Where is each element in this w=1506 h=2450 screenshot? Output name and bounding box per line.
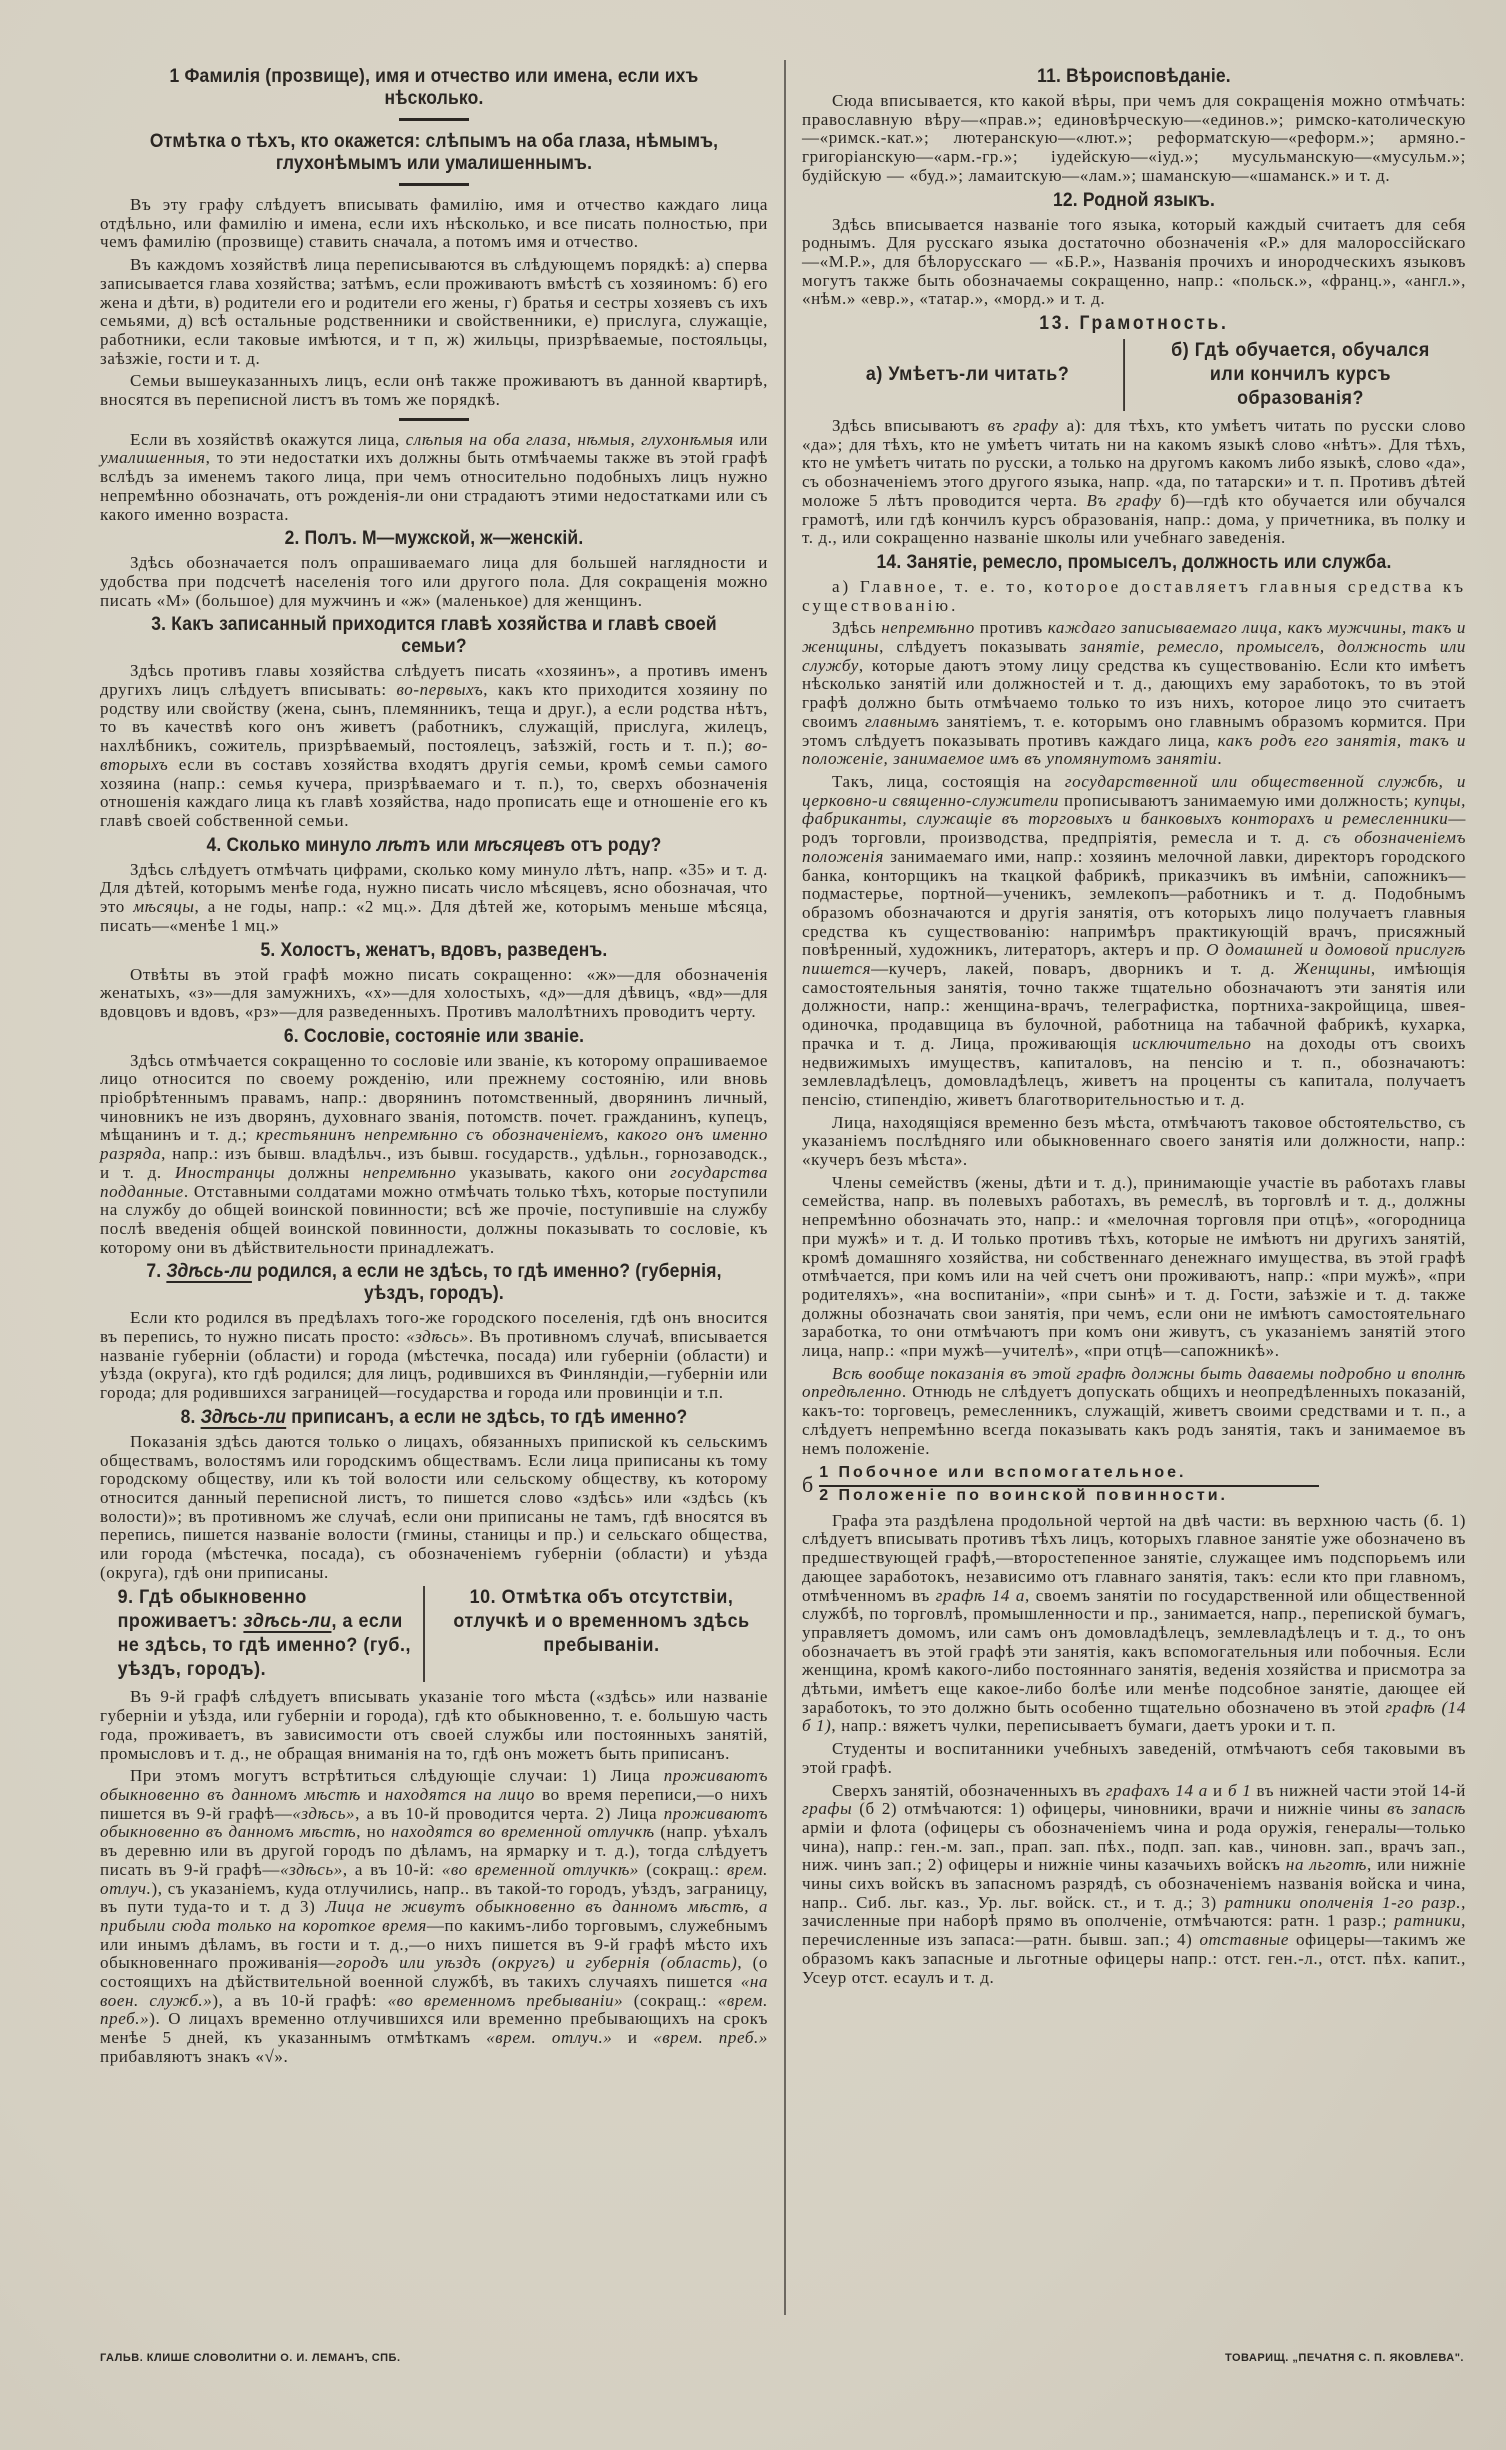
text-run: противъ — [974, 618, 1048, 638]
paragraph — [100, 1433, 768, 1583]
italic-text-run: «здѣсь» — [292, 1803, 356, 1823]
underlined-italic-text-run: здѣсь-ли — [243, 1611, 332, 1633]
italic-text-run: государства подданные — [100, 1162, 768, 1201]
split-heading — [100, 1586, 768, 1682]
text-run: , напр.: вяжетъ чулки, переписываетъ бумаги, даетъ уроки и т. п. — [831, 1716, 1337, 1736]
italic-text-run: умалишенныя — [100, 448, 206, 468]
text-run: и — [612, 2028, 654, 2048]
paragraph — [802, 92, 1466, 186]
text-run: на доходы отъ своихъ недвижимыхъ имуществъ, капиталовъ, на пенсію и т. п., обозначаютъ: землевладѣлецъ, домовладѣлецъ, живетъ на проценты съ капитала, получаетъ пенсію, стипендію, живетъ благотворительностью и т. д. — [802, 1033, 1466, 1109]
text-run: и — [360, 1785, 385, 1804]
italic-text-run: съ обозначеніемъ положенія — [802, 828, 1466, 866]
section-heading — [127, 1261, 742, 1305]
italic-text-run: въ запасѣ — [1387, 1799, 1466, 1819]
text-run: 4. Сколько минуло — [206, 834, 377, 856]
text-run: , а если не здѣсь, то гдѣ именно? (губ., уѣздъ, городъ). — [117, 1611, 412, 1681]
text-run: Здѣсь — [832, 618, 882, 638]
italic-text-run: слѣпыя на оба глаза, нѣмыя, глухонѣмыя — [405, 429, 734, 449]
italic-text-run: отставные — [1199, 1930, 1290, 1950]
subgraph-letter: б — [802, 1471, 814, 1497]
section-heading — [829, 190, 1440, 212]
text-run: Здѣсь вписывается названіе того языка, который каждый считаетъ для себя роднымъ. Для русскаго языка достаточно обозначенія «Р.» для малороссійскаго—«М.Р.», для бѣлорусскаго — «Б.Р.», Названія прочихъ и инородческихъ языковъ могутъ также быть обозначаемы сокращенно, напр.: «польск.», «франц.», «англ.», «нѣм.» «евр.», «татар.», «морд.» и т. д. — [802, 214, 1466, 309]
italic-text-run: Всѣ вообще показанія въ этой графѣ должны быть даваемы подробно и вполнѣ опредѣленно — [802, 1363, 1466, 1402]
italic-text-run: проживаютъ обыкновенно въ данномъ мѣстѣ — [100, 1803, 768, 1842]
text-run: Сверхъ занятій, обозначенныхъ въ — [832, 1780, 1106, 1800]
text-run: занимаемаго ими, напр.: хозяинъ мелочной лавки, директоръ городского банка, конторщикъ на ткацкой фабрикѣ, приказчикъ въ имѣніи, сапожникъ—подмастерье, портной—ученикъ, землекопъ—работникъ и т. д. Подобнымъ образомъ обозначаются и другія занятія, отъ которыхъ лицо получаетъ главныя средства къ существованію: напримѣръ практикующій врачъ, присяжный повѣренный, художникъ, литераторъ, актеръ и пр. — [802, 846, 1466, 960]
paragraph — [100, 1688, 768, 1763]
italic-text-run: какъ родъ его занятія, такъ и положеніе, занимаемое имъ въ упомянутомъ занятіи — [802, 730, 1466, 769]
italic-text-run: въ графу — [987, 416, 1059, 436]
italic-text-run: исключительно — [1132, 1033, 1252, 1053]
text-run: 9. Гдѣ обыкновенно проживаетъ: — [117, 1587, 307, 1633]
text-run: 2. Полъ. М—мужской, ж—женскій. — [284, 528, 584, 550]
text-run: 10. Отмѣтка объ отсутствіи, отлучкѣ и о временномъ здѣсь пребываніи. — [453, 1587, 750, 1657]
italic-text-run: врем. отлуч. — [100, 1859, 768, 1898]
text-run: . Отставными солдатами можно отмѣчать только тѣхъ, которые поступили на службу до общей воинской повинности; всѣ же прочіе, поступившіе на службу послѣ введенія общей воинской повинности, должны показывать то сословіе, къ которому они въ дѣйствительности принадлежатъ. — [100, 1181, 768, 1257]
section-heading — [829, 313, 1440, 335]
text-run: , какъ кто приходится хозяину по родству или свойству (жена, сынъ, племянникъ, теща и друг.), а если родства нѣтъ, то въ качествѣ кого онъ живетъ (работникъ, служащій, прислуга, жилецъ, нахлѣбникъ, сожитель, призрѣваемый, постоялецъ, заѣзжій, гость и т. п.); — [100, 680, 768, 756]
italic-text-run: ратники ополченія 1-го разр. — [1224, 1892, 1462, 1912]
italic-text-run: занятіе, ремесло, промыселъ, должность или службу — [802, 637, 1466, 675]
text-run: (сокращ.: — [638, 1859, 727, 1879]
text-run: б) Гдѣ обучается, обучался или кончилъ курсъ образованія? — [1171, 340, 1430, 410]
italic-text-run: графѣ (14 б 1) — [802, 1697, 1466, 1736]
text-run: , имѣющія самостоятельныя занятія, точно также тщательно обозначаютъ эти занятія или должности, напр.: женщина-врачъ, телеграфистка, портниха-закройщица, швея-одиночка, продавщица въ булочной, работница на табачной фабрикѣ, кухарка, прачка и т. д. Лица, проживающія — [802, 959, 1467, 1053]
text-run: , которые даютъ этому лицу средства къ существованію. Если кто имѣетъ нѣсколько занятій или должностей и т. д., дающихъ ему заработокъ, то въ этой графѣ должно быть отмѣчаемо только то изъ нихъ, которое лицо это считаетъ своимъ — [802, 655, 1466, 731]
text-run: Въ каждомъ хозяйствѣ лица переписываются въ слѣдующемъ порядкѣ: а) сперва записывается глава хозяйства; затѣмъ, если проживаютъ вмѣстѣ съ хозяиномъ: б) его жена и дѣти, в) родители его и родители его жены, г) братья и сестры хозяевъ съ ихъ семьями, д) всѣ остальные родственники и свойственники, е) прислуга, служащіе, работники, если таковые имѣются, и т п, ж) жильцы, призрѣваемые, постояльцы, заѣзжіе, гости и т. д. — [100, 255, 768, 368]
text-run: Графа эта раздѣлена продольной чертой на двѣ части: въ верхнюю часть (б. 1) слѣдуетъ вписывать противъ тѣхъ лицъ, которыхъ главное занятіе уже обозначено въ предшествующей графѣ,—второстепенное занятіе, служащее имъ подспорьемъ или дающее заработокъ, независимо отъ главнаго занятія, такъ: если кто при главномъ, отмѣченномъ въ — [802, 1510, 1466, 1605]
paragraph — [802, 1174, 1466, 1361]
paragraph — [100, 196, 768, 252]
text-run: Отмѣтка о тѣхъ, кто окажется: слѣпымъ на оба глаза, нѣмымъ, глухонѣмымъ или умалишеннымъ. — [149, 131, 719, 174]
italic-text-run: «во временномъ пребываніи» — [387, 1990, 624, 2010]
printer-imprint-left: ГАЛЬВ. КЛИШЕ СЛОВОЛИТНИ О. И. ЛЕМАНЪ, СПБ. — [100, 2352, 401, 2364]
text-run: отъ роду? — [565, 834, 662, 856]
text-run: , или нижніе чины сихъ войскъ въ запасномъ разрядѣ, съ обозначеніемъ названія войска и чина, напр.. Сиб. льг. каз., Ур. льг. войск. ст., и т. д.; 3) — [802, 1855, 1467, 1912]
text-run: Въ 9-й графѣ слѣдуетъ вписывать указаніе того мѣста («здѣсь» или названіе губерніи и уѣзда, или губерніи и города), гдѣ кто обыкновенно, т. е. большую часть года, проживаетъ, въ зависимости отъ своей службы или постоянныхъ занятій, промысловъ и т. д., не обращая вниманія на то, гдѣ онъ можетъ быть приписанъ. — [100, 1687, 768, 1763]
text-run: Здѣсь обозначается полъ опрашиваемаго лица для большей наглядности и удобства при подсчетѣ населенія того или другого пола. Для сокращенія можно писать «М» (большое) для мужчинъ и «ж» (маленькое) для женщинъ. — [100, 553, 768, 610]
section-heading — [829, 552, 1440, 574]
underlined-italic-text-run: Здѣсь-ли — [200, 1406, 287, 1428]
text-run: 14. Занятіе, ремесло, промыселъ, должность или служба. — [876, 551, 1392, 573]
text-run: Лица, находящіяся временно безъ мѣста, отмѣчаютъ таковое обстоятельство, съ указаніемъ послѣдняго или обыкновеннаго своего занятія или должности, напр.: «кучеръ безъ мѣста». — [802, 1112, 1466, 1170]
text-run: , (о состоящихъ на дѣйствительной военной службѣ, въ такихъ случаяхъ пишется — [100, 1953, 769, 1992]
text-run: Семьи вышеуказанныхъ лицъ, если онѣ также проживаютъ въ данной квартирѣ, вносятся въ переписной листъ въ томъ же порядкѣ. — [100, 371, 768, 410]
split-heading-left — [110, 1586, 425, 1682]
italic-text-run: городъ или уѣздъ (округъ) и губернія (область) — [336, 1953, 738, 1973]
paragraph — [802, 1512, 1466, 1736]
italic-text-run: каждаго записываемаго лица, какъ мужчины, такъ и женщины — [802, 618, 1467, 657]
italic-text-run: находятся во временной отлучкѣ — [391, 1822, 655, 1842]
text-run: указывать, какого они — [456, 1162, 671, 1182]
text-run: б)—гдѣ кто обучается или обучался грамотѣ, или гдѣ кончилъ курсъ образованія, напр.: дома, у причетника, въ полку и т. д., или сокращенно названіе школы или учебнаго заведенія. — [802, 490, 1466, 548]
section-heading — [127, 66, 742, 110]
split-heading — [802, 339, 1466, 411]
paragraph — [802, 773, 1466, 1110]
text-run: если въ составъ хозяйства входятъ другія семьи, кромѣ семьи самого хозяина (напр.: семья кучера, призрѣваемаго и т. п.), то, сверхъ обозначенія отношенія каждаго лица къ главѣ хозяйства, надо прописать еще и отношеніе его къ главѣ своей собственной семьи. — [100, 754, 768, 830]
paragraph — [100, 372, 768, 409]
section-heading — [127, 940, 742, 962]
paragraph — [100, 966, 768, 1022]
paragraph — [802, 1114, 1466, 1170]
paragraph — [100, 256, 768, 368]
text-run: 7. — [146, 1261, 167, 1283]
italic-text-run: О домашней и домовой прислугѣ пишется — [802, 940, 1466, 979]
text-run: ), а въ 10-й графѣ: — [212, 1990, 388, 2010]
section-heading — [127, 528, 742, 550]
paragraph — [100, 554, 768, 610]
text-run: прибавляютъ знакъ «√». — [100, 2046, 289, 2066]
italic-text-run: государственной или общественной службѣ, и церковно-и священно-служители — [802, 771, 1466, 810]
text-run: 5. Холостъ, женатъ, вдовъ, разведенъ. — [260, 939, 608, 961]
paragraph — [802, 1740, 1466, 1777]
text-run: 1 Фамилія (прозвище), имя и отчество или имена, если ихъ нѣсколько. — [169, 66, 699, 109]
section-heading — [127, 614, 742, 658]
paragraph — [802, 619, 1466, 769]
italic-text-run: «врем. преб.» — [653, 2028, 768, 2048]
text-run: а) Главное, т. е. то, которое доставляетъ главныя средства къ существованію. — [802, 576, 1466, 615]
text-run: офицеры—такимъ же образомъ какъ запасные и льготные офицеры напр.: отст. ген.-л., отст. пѣх. капит., Усеур отст. есаулъ и т. д. — [802, 1930, 1466, 1987]
text-run: Показанія здѣсь даются только о лицахъ, обязанныхъ припиской къ сельскимъ обществамъ, волостямъ или городскимъ обществамъ. Если лица приписаны къ тому городскому обществу, или къ той волости или сельскому обществу, къ которому относится данный переписной листъ, то пишется слово «здѣсь» или «здѣсь (къ волости)»; въ противномъ же случаѣ, если они приписаны не тамъ, гдѣ вносятся въ перепись, пишется названіе волости (гмины, станицы и пр.) и сельскаго общества, или города (мѣстечка, посада), съ обозначеніемъ губерніи (области) и уѣзда (округа), гдѣ они приписаны. — [100, 1431, 768, 1582]
text-run: (б 2) отмѣчаются: 1) офицеры, чиновники, врачи и нижніе чины — [852, 1799, 1388, 1819]
paragraph — [100, 1309, 768, 1403]
italic-text-run: б 1 — [1227, 1780, 1252, 1800]
subgraph-bottom: 2 Положеніе по воинской повинности. — [819, 1487, 1228, 1504]
text-run: арміи и флота (офицеры съ обозначеніемъ чина и рода оружія, генералы—только чина), напр.: ген.-м. зап., прап. зап. пѣх., подп. зап. кав., чиновн. зап., врачъ зап., ниж. чинъ зап.; 2) офицеры и нижніе чины казачьихъ войскъ — [802, 1817, 1466, 1875]
italic-text-run: ратники — [1394, 1911, 1462, 1931]
italic-text-run: Лица не живутъ обыкновенно въ данномъ мѣстѣ, а прибыли сюда только на короткое время — [100, 1897, 768, 1935]
italic-text-run: графы — [802, 1799, 853, 1819]
italic-text-run: «врем. отлуч.» — [486, 2028, 613, 2048]
text-run: родился, а если не здѣсь, то гдѣ именно? (губернія, уѣздъ, городъ). — [251, 1261, 722, 1305]
text-run: 8. — [180, 1406, 201, 1428]
text-run: Студенты и воспитанники учебныхъ заведеній, отмѣчаютъ себя таковыми въ этой графѣ. — [802, 1739, 1466, 1777]
split-heading-right — [445, 1586, 758, 1682]
text-run: или — [733, 429, 768, 449]
section-rule — [399, 118, 469, 121]
section-heading — [127, 1026, 742, 1048]
text-run: 11. Вѣроисповѣданіе. — [1037, 66, 1231, 87]
left-column — [100, 62, 768, 2071]
split-heading-left — [812, 339, 1125, 411]
text-run: , то эти недостатки ихъ должны быть отмѣчаемы также въ этой графѣ вслѣдъ за именемъ такого лица, при чемъ относительно подобныхъ лицъ нужно непремѣнно обозначать, отъ рожденія-ли они страдаютъ этими недостатками или съ какого именно возраста. — [100, 448, 768, 524]
text-run: ). О лицахъ временно отлучившихся или временно пребывающихъ на срокъ менѣе 5 дней, къ указаннымъ отмѣткамъ — [100, 2009, 768, 2048]
italic-text-run: графѣ 14 а — [935, 1585, 1025, 1605]
text-run: а) Умѣетъ-ли читать? — [865, 364, 1070, 386]
section-heading — [127, 1407, 742, 1429]
text-run: , а въ 10-й проводится черта. 2) Лица — [355, 1803, 664, 1823]
italic-text-run: мѣсяцы — [133, 897, 195, 917]
text-run: , а въ 10-й: — [342, 1859, 442, 1879]
subgraph-heading — [802, 1464, 1466, 1505]
text-run: Если въ хозяйствѣ окажутся лица, — [130, 429, 406, 449]
paragraph — [100, 1767, 768, 2066]
text-run: приписанъ, а если не здѣсь, то гдѣ именно? — [286, 1406, 688, 1428]
text-run: , слѣдуетъ показывать — [879, 637, 1080, 657]
text-run: Отвѣты въ этой графѣ можно писать сокращенно: «ж»—для обозначенія женатыхъ, «з»—для замужнихъ, «х»—для холостыхъ, «д»—для дѣвицъ, «вд»—для вдовцовъ и вдовъ, «рз»—для разведенныхъ. Противъ малолѣтнихъ проводитъ черту. — [100, 964, 768, 1021]
section-rule — [399, 183, 469, 186]
text-run: Здѣсь вписываютъ — [832, 416, 988, 436]
section-heading — [829, 66, 1440, 88]
text-run: , перечисленные изъ запаса:—ратн. бывш. зап.; 4) — [802, 1911, 1466, 1950]
section-heading — [127, 131, 742, 175]
text-run: прописываютъ занимаемую ими должность; — [1058, 790, 1415, 810]
section-rule — [399, 418, 469, 421]
text-run: 3. Какъ записанный приходится главѣ хозяйства и главѣ своей семьи? — [151, 614, 717, 658]
text-run: Если кто родился въ предѣлахъ того-же городского поселенія, гдѣ онъ вносится въ перепись, то нужно писать просто: — [100, 1308, 768, 1347]
italic-text-run: непремѣнно — [881, 618, 975, 638]
italic-text-run: крестьянинъ непремѣнно съ обозначеніемъ, какого онъ именно разряда — [100, 1125, 768, 1164]
italic-text-run: мѣсяцевъ — [474, 834, 566, 856]
text-run: въ нижней части этой 14-й — [1251, 1780, 1466, 1800]
text-run: При этомъ могутъ встрѣтиться слѣдующіе случаи: 1) Лица — [130, 1766, 664, 1786]
italic-text-run: «на воен. служб.» — [100, 1972, 768, 2010]
text-run: или — [430, 834, 475, 856]
text-run: , зачисленные при наборѣ прямо въ ополченіе, отмѣчаются: ратн. 1 разр.; — [802, 1892, 1466, 1931]
text-run: Здѣсь слѣдуетъ отмѣчать цифрами, сколько кому минуло лѣтъ, напр. «35» и т. д. Для дѣтей, которымъ менѣе года, нужно писать число мѣсяцевъ, ясно обозначая, что это — [100, 859, 768, 917]
paragraph — [802, 578, 1466, 615]
text-run: Такъ, лица, состоящія на — [832, 771, 1065, 791]
section-heading — [127, 835, 742, 857]
paragraph — [100, 431, 768, 525]
text-run: . Отнюдь не слѣдуетъ допускать общихъ и неопредѣленныхъ показаній, какъ-то: торговецъ, ремесленникъ, служащій, живетъ своими средствами и т. п., а слѣдуетъ непремѣнно всегда показывать какъ родъ занятія, такъ и занимаемое въ немъ положеніе. — [802, 1382, 1466, 1458]
text-run: Здѣсь отмѣчается сокращенно то сословіе или званіе, къ которому опрашиваемое лицо относится по своему рожденію, или прежнему состоянію, или вновь пріобрѣтеннымъ правамъ, напр.: дворянинъ потомственный, дворянинъ личный, чиновникъ не изъ дворянъ, духовнаго званія, потомств. почет. гражданинъ, купецъ, мѣщанинъ и т. д.; — [100, 1050, 768, 1145]
italic-text-run: во-первыхъ — [396, 680, 484, 700]
text-run: —по какимъ-либо торговымъ, служебнымъ или инымъ дѣламъ, въ гости и т. д.,—о нихъ пишется въ 9-й графѣ мѣсто ихъ обыкновеннаго проживанія— — [100, 1915, 769, 1973]
italic-text-run: Въ графу — [1086, 490, 1162, 510]
text-run: Въ эту графу слѣдуетъ вписывать фамилію, имя и отчество каждаго лица отдѣльно, или фамилію и имена, если ихъ нѣсколько, и все писать полностью, при чемъ фамилію (прозвище) ставить сначала, а потомъ имя и отчество. — [100, 195, 768, 252]
text-run: и — [1207, 1780, 1228, 1800]
subgraph-top: 1 Побочное или вспомогательное. — [819, 1464, 1319, 1487]
text-run: ), съ указаніемъ, куда отлучились, напр.. въ такой-то городъ, уѣздъ, заграницу, въ пути туда-то и т. д 3) — [100, 1878, 768, 1917]
italic-text-run: непремѣнно — [362, 1162, 457, 1182]
split-heading-right — [1145, 339, 1456, 411]
italic-text-run: лѣтъ — [376, 834, 431, 856]
text-run: Здѣсь противъ главы хозяйства слѣдуетъ писать «хозяинъ», а противъ именъ другихъ лицъ слѣдуетъ вписывать: — [100, 661, 768, 700]
paragraph — [802, 216, 1466, 310]
text-run: —кучеръ, лакей, поваръ, дворникъ и т. д. — [871, 959, 1294, 979]
italic-text-run: «здѣсь» — [406, 1327, 469, 1347]
text-run: Члены семействъ (жены, дѣти и т. д.), принимающіе участіе въ работахъ главы семейства, напр. въ полевыхъ работахъ, въ ремеслѣ, въ торговлѣ и т. д., должны непремѣнно обозначать это, напр.: и «мелочная торговля при отцѣ», «огородница при мужѣ» и т. д. И только противъ тѣхъ, которые не имѣютъ ни другихъ занятій, кромѣ домашняго хозяйства, ни собственнаго денежнаго имущества, въ этой графѣ отмѣчается, при комъ или на чей счетъ они проживаютъ, напр.: «при мужѣ», «при родителяхъ», «на воспитаніи», «при сынѣ» и т. д. Гости, заѣзжіе и т. д. также должны обозначать свои занятія, при чемъ, если они не имѣютъ самостоятельнаго заработка, то они отмѣчаютъ при комъ они живутъ, съ указаніемъ занятій этого лица, напр.: «при мужѣ—учителѣ», «при отцѣ—сапожникѣ». — [802, 1172, 1466, 1361]
italic-text-run: «врем. преб.» — [100, 1990, 768, 2029]
italic-text-run: купцы, фабриканты, служащіе въ торговыхъ и банковыхъ конторахъ и ремесленники — [802, 790, 1466, 829]
text-run: . — [1217, 749, 1223, 769]
italic-text-run: проживаютъ обыкновенно въ данномъ мѣстѣ — [100, 1766, 768, 1804]
text-run: во время переписи,—о нихъ пишется въ 9-й графѣ— — [100, 1785, 768, 1823]
text-run: должны — [275, 1162, 363, 1182]
italic-text-run: во-вторыхъ — [100, 736, 768, 774]
text-run: (напр. уѣхалъ въ деревню или въ другой городъ по дѣламъ, на ярмарку и т. д.), тогда слѣдуетъ писать въ 9-й графѣ— — [100, 1822, 769, 1879]
paragraph — [100, 861, 768, 936]
text-run: , напр.: изъ бывш. владѣльч., изъ бывш. государств., удѣльн., горнозаводск., и т. д. — [100, 1144, 768, 1182]
right-column — [802, 62, 1466, 1991]
italic-text-run: «во временной отлучкѣ» — [441, 1859, 639, 1879]
italic-text-run: Женщины — [1293, 959, 1371, 979]
text-run: а): для тѣхъ, кто умѣетъ читать по русски слово «да»; для тѣхъ, кто не умѣетъ читать ни на какомъ языкѣ слово «нѣтъ». Для тѣхъ, кто не умѣетъ читать по русски, а только на другомъ какомъ либо языкѣ, слово «да», съ обозначеніемъ этого другого языка, напр. «да, по татарски» и т. п. Противъ дѣтей моложе 5 лѣтъ проводится черта. — [802, 416, 1466, 510]
text-run: 12. Родной языкъ. — [1052, 189, 1216, 211]
underlined-italic-text-run: Здѣсь-ли — [166, 1261, 252, 1283]
text-run: 13. Грамотность. — [1039, 313, 1229, 335]
italic-text-run: на льготѣ — [1285, 1855, 1367, 1875]
text-run: , своемъ занятіи по государственной или общественной службѣ, по торговлѣ, промышленности и пр., занимается, напр., перепиской бумагъ, управляетъ домомъ, или самъ онъ домовладѣлецъ, землевладѣлецъ и т. д., то онъ обозначаетъ въ этой графѣ эти занятія, какъ вспомогательныя или побочныя. Если женщина, кромѣ какого-либо постояннаго занятія, веденія хозяйства и присмотра за дѣтьми, имѣетъ еще какое-либо болѣе или менѣе подсобное занятіе, дающее ей заработокъ, то это должно быть особенно тщательно обозначено въ этой — [802, 1585, 1466, 1717]
paragraph — [802, 1365, 1466, 1459]
text-run: 6. Сословіе, состояніе или званіе. — [283, 1025, 585, 1047]
paragraph — [100, 662, 768, 830]
paragraph — [100, 1052, 768, 1258]
text-run: Сюда вписывается, кто какой вѣры, при чемъ для сокращенія можно отмѣчать: православную вѣру—«прав.»; единовѣрческую—«единов.»; римско-католическую—«римск.-кат.»; лютеранскую—«лют.»; реформатскую—«реформ.»; армяно.-григоріанскую—«арм.-гр.»; іудейскую—«іуд.»; мусульманскую—«мусульм.»; будійскую — «буд.»; ламаитскую—«лам.»; шаманскую—«шаманск.» и т. д. — [802, 91, 1466, 185]
paragraph — [802, 1782, 1466, 1988]
text-run: занятіемъ, т. е. которымъ оно главнымъ образомъ кормится. При этомъ слѣдуетъ показывать противъ каждаго лица, — [802, 711, 1466, 750]
printer-imprint-right: ТОВАРИЩ. „ПЕЧАТНЯ С. П. ЯКОВЛЕВА". — [1225, 2352, 1464, 2364]
text-run: . Въ противномъ случаѣ, вписывается названіе губерніи (области) и города (мѣстечка, посада) или губерніи (области) и уѣзда (округа), кто гдѣ родился; для лицъ, родившихся въ Финляндіи,—губерніи или города; для родившихся заграницей—государства и города или провинціи и т.п. — [100, 1327, 768, 1403]
paragraph — [802, 417, 1466, 548]
text-run: , а не годы, напр.: «2 мц.». Для дѣтей же, которымъ меньше мѣсяца, писать—«менѣе 1 мц.» — [100, 897, 768, 935]
subgraph-lines — [819, 1464, 1319, 1505]
italic-text-run: главнымъ — [865, 711, 940, 731]
italic-text-run: «здѣсь» — [279, 1859, 343, 1879]
column-divider — [784, 60, 786, 2315]
italic-text-run: графахъ 14 а — [1105, 1780, 1208, 1800]
text-run: (сокращ.: — [623, 1990, 718, 2010]
italic-text-run: Иностранцы — [174, 1162, 276, 1182]
text-run: , но — [356, 1822, 392, 1842]
italic-text-run: находятся на лицо — [384, 1785, 535, 1804]
text-run: —родъ торговли, производства, предпріятія, ремесла и т. д. — [802, 809, 1466, 848]
